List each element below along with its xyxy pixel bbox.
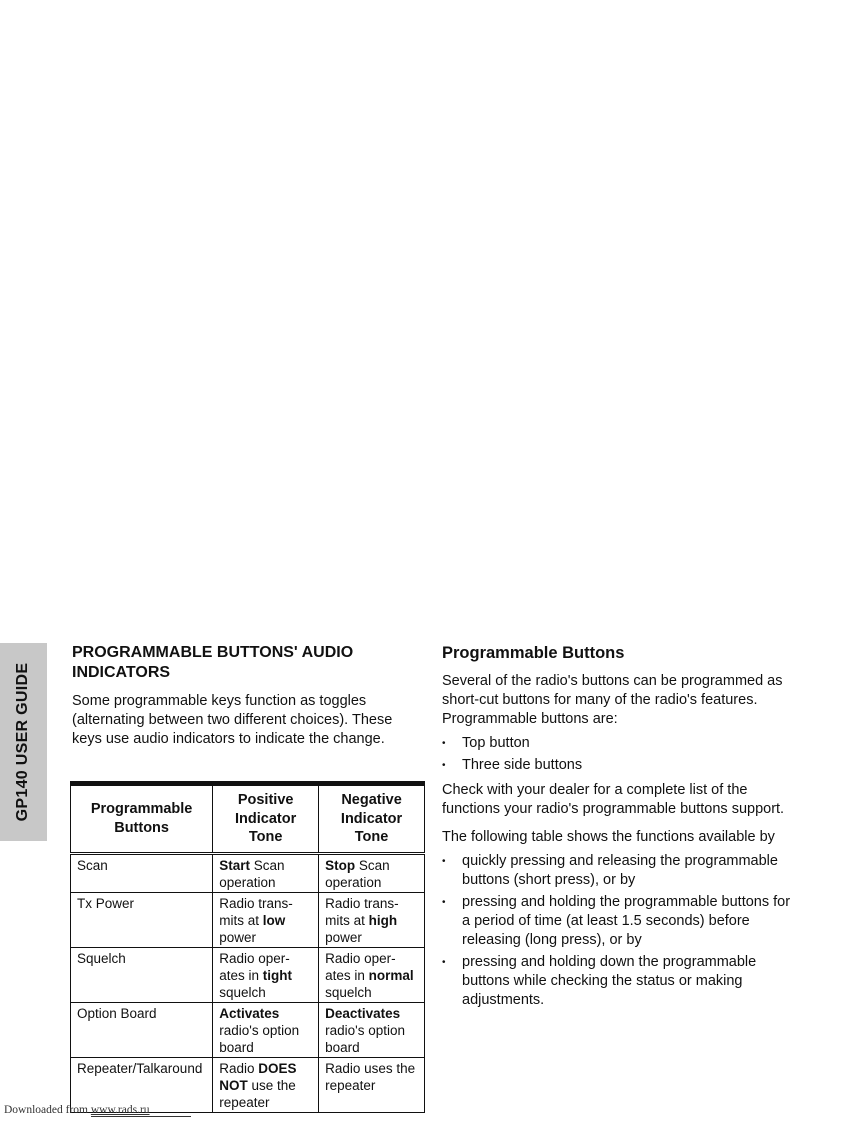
table-header-row: [71, 784, 425, 854]
right-column: [442, 643, 802, 1013]
row-negative-tone: Radio oper-ates in normal squelch: [319, 947, 425, 1002]
list-item: • Three side buttons: [442, 757, 583, 773]
table-row: [71, 947, 425, 1002]
row-button-name: Option Board: [71, 1002, 213, 1057]
row-positive-tone: Radio trans-mits at low power: [213, 892, 319, 947]
row-button-name: Scan: [71, 853, 213, 892]
list-item: • pressing and holding the programmable buttons for a period of time (at least 1.5 seconds) before releasing (long press), or by: [442, 894, 791, 948]
footer-prefix: Downloaded from: [4, 1104, 91, 1116]
bullet-icon: •: [442, 856, 446, 867]
header-positive-tone: Positive Indicator Tone: [213, 784, 319, 854]
download-footer: [4, 1104, 191, 1117]
bullet-icon: •: [442, 760, 446, 771]
list-item: • quickly pressing and releasing the programmable buttons (short press), or by: [442, 853, 778, 888]
header-negative-tone: Negative Indicator Tone: [319, 784, 425, 854]
header-programmable-buttons: Programmable Buttons: [71, 784, 213, 854]
left-column: [72, 643, 426, 749]
function-list: [442, 852, 802, 1010]
section-title: PROGRAMMABLE BUTTONS' AUDIO INDICATORS: [72, 644, 354, 681]
row-negative-tone: Radio uses the repeater: [319, 1057, 425, 1112]
row-button-name: Tx Power: [71, 892, 213, 947]
bullet-icon: •: [442, 738, 446, 749]
paragraph-functions: The following table shows the functions available by: [442, 829, 775, 845]
row-button-name: Squelch: [71, 947, 213, 1002]
footer-link[interactable]: www.rads.ru: [91, 1104, 191, 1117]
side-tab-label: GP140 USER GUIDE: [14, 662, 31, 822]
table-row: [71, 1002, 425, 1057]
row-negative-tone: Radio trans-mits at high power: [319, 892, 425, 947]
programmable-buttons-heading: Programmable Buttons: [442, 644, 625, 662]
intro-paragraph: Some programmable keys function as toggles (alternating between two different choices). These keys use audio indicators to indicate the change.: [72, 693, 393, 747]
paragraph-intro: Several of the radio's buttons can be programmed as short-cut buttons for many of the radio's features. Programmable buttons are:: [442, 673, 783, 727]
bullet-icon: •: [442, 897, 446, 908]
bullet-icon: •: [442, 957, 446, 968]
audio-indicator-table: [70, 781, 425, 1113]
table-row: [71, 892, 425, 947]
list-item: • Top button: [442, 735, 530, 751]
row-negative-tone: Deactivates radio's option board: [319, 1002, 425, 1057]
row-positive-tone: Activates radio's option board: [213, 1002, 319, 1057]
table-row: [71, 853, 425, 892]
button-list: [442, 734, 802, 775]
row-negative-tone: Stop Scan operation: [319, 853, 425, 892]
row-positive-tone: Radio oper-ates in tight squelch: [213, 947, 319, 1002]
list-item: • pressing and holding down the programmable buttons while checking the status or making adjustments.: [442, 954, 757, 1008]
row-positive-tone: Radio DOES NOT use the repeater: [213, 1057, 319, 1112]
paragraph-dealer: Check with your dealer for a complete list of the functions your radio's programmable buttons support.: [442, 782, 785, 817]
row-positive-tone: Start Scan operation: [213, 853, 319, 892]
row-button-name: Repeater/Talkaround: [71, 1057, 213, 1112]
